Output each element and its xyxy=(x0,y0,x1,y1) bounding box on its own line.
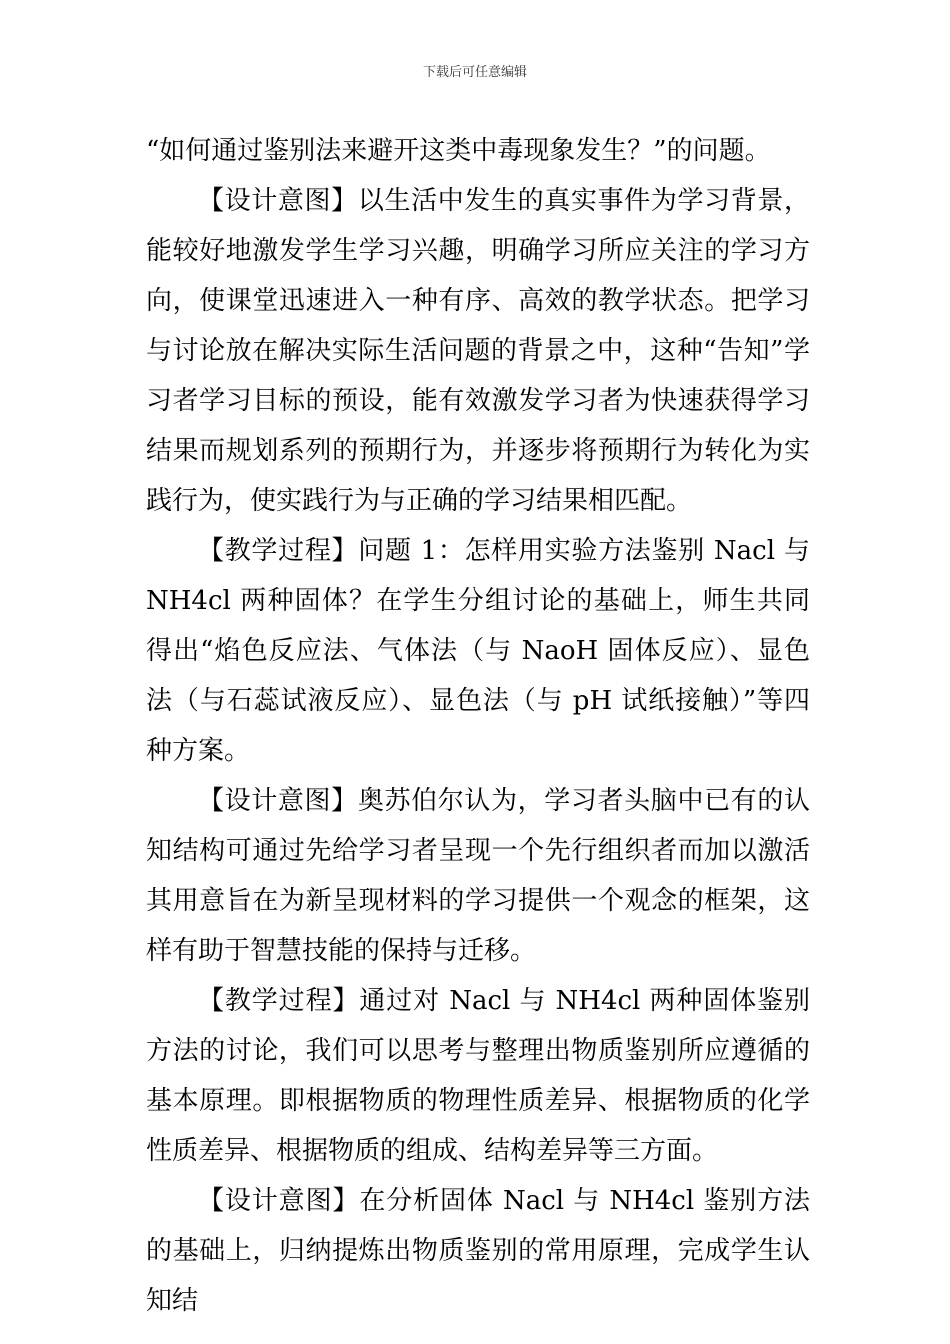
paragraph-2: 【设计意图】以生活中发生的真实事件为学习背景，能较好地激发学生学习兴趣，明确学习所应关注的学习方向，使课堂迅速进入一种有序、高效的教学状态。把学习与讨论放在解决实际生活问题的背景之中，这种“告知”学习者学习目标的预设，能有效激发学习者为快速获得学习结果而规划系列的预期行为，并逐步将预期行为转化为实践行为，使实践行为与正确的学习结果相匹配。 xyxy=(146,186,810,516)
paragraph-6: 【设计意图】在分析固体 Nacl 与 NH4cl 鉴别方法的基础上，归纳提炼出物质鉴别的常用原理，完成学生认知结 xyxy=(146,1186,810,1316)
page-header: 下载后可任意编辑 xyxy=(422,65,527,80)
paragraph-4: 【设计意图】奥苏伯尔认为，学习者头脑中已有的认知结构可通过先给学习者呈现一个先行组织者而加以激活其用意旨在为新呈现材料的学习提供一个观念的框架，这样有助于智慧技能的保持与迁移。 xyxy=(146,786,810,966)
paragraph-1: “如何通过鉴别法来避开这类中毒现象发生？”的问题。 xyxy=(146,136,771,166)
paragraph-5: 【教学过程】通过对 Nacl 与 NH4cl 两种固体鉴别方法的讨论，我们可以思考与整理出物质鉴别所应遵循的基本原理。即根据物质的物理性质差异、根据物质的化学性质差异、根据物质的组成、结构差异等三方面。 xyxy=(146,986,810,1166)
paragraph-3: 【教学过程】问题 1：怎样用实验方法鉴别 Nacl 与 NH4cl 两种固体？在学生分组讨论的基础上，师生共同得出“焰色反应法、气体法（与 NaoH 固体反应）、显色法（与石蕊试液反应）、显色法（与 pH 试纸接触）”等四种方案。 xyxy=(146,536,810,766)
document-body xyxy=(146,126,810,1326)
